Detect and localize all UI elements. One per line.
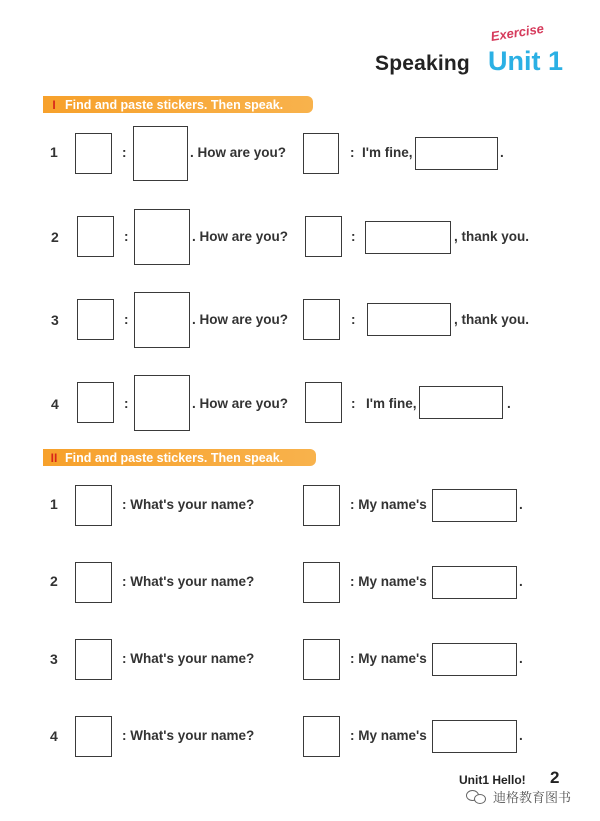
watermark-text: 迪格教育图书	[493, 790, 572, 805]
colon: :	[124, 312, 129, 327]
question-text: : What's your name?	[122, 728, 255, 743]
sticker-slot[interactable]	[75, 716, 112, 757]
colon: :	[351, 229, 356, 244]
colon: :	[350, 145, 355, 160]
section-2-banner	[43, 449, 316, 466]
sticker-slot-large[interactable]	[134, 375, 190, 431]
sticker-slot[interactable]	[303, 485, 340, 526]
colon: :	[351, 312, 356, 327]
answer-suffix: , thank you.	[454, 229, 530, 244]
sticker-slot-large[interactable]	[134, 292, 190, 348]
colon: :	[122, 145, 127, 160]
answer-box[interactable]	[432, 720, 517, 753]
question-text: : What's your name?	[122, 497, 255, 512]
answer-suffix: .	[500, 145, 504, 160]
sticker-slot[interactable]	[75, 639, 112, 680]
unit-title: Unit 1	[488, 46, 564, 76]
answer-suffix: , thank you.	[454, 312, 530, 327]
question-text: . How are you?	[192, 229, 289, 244]
answer-suffix: .	[507, 396, 511, 411]
sticker-slot[interactable]	[303, 639, 340, 680]
section-1-numeral: I	[52, 97, 56, 112]
answer-prefix: : My name's	[350, 574, 427, 589]
answer-prefix: : My name's	[350, 728, 427, 743]
wechat-icon	[466, 790, 488, 804]
colon: :	[351, 396, 356, 411]
answer-prefix: : My name's	[350, 651, 427, 666]
sticker-slot-large[interactable]	[134, 209, 190, 265]
section-1-banner	[43, 96, 313, 113]
row-number: 2	[50, 573, 58, 589]
watermark	[466, 787, 571, 806]
answer-box[interactable]	[419, 386, 503, 419]
speaking-title: Speaking	[375, 52, 470, 75]
section-2-instruction: Find and paste stickers. Then speak.	[65, 450, 284, 465]
sticker-slot[interactable]	[77, 216, 114, 257]
row-number: 2	[51, 229, 59, 245]
answer-prefix: : My name's	[350, 497, 427, 512]
row-number: 4	[51, 396, 59, 412]
sticker-slot[interactable]	[303, 133, 339, 174]
colon: :	[124, 229, 129, 244]
section-1-instruction: Find and paste stickers. Then speak.	[65, 97, 284, 112]
question-text: . How are you?	[192, 396, 289, 411]
answer-box[interactable]	[432, 489, 517, 522]
answer-box[interactable]	[365, 221, 451, 254]
question-text: : What's your name?	[122, 651, 255, 666]
sticker-slot[interactable]	[77, 382, 114, 423]
sticker-slot-large[interactable]	[133, 126, 188, 181]
answer-suffix: .	[519, 574, 523, 589]
page-number: 2	[550, 768, 560, 787]
answer-box[interactable]	[415, 137, 498, 170]
row-number: 1	[50, 496, 58, 512]
sticker-slot[interactable]	[305, 382, 342, 423]
sticker-slot[interactable]	[303, 562, 340, 603]
footer-unit-label: Unit1 Hello!	[459, 773, 526, 787]
question-text: . How are you?	[192, 312, 289, 327]
sticker-slot[interactable]	[303, 716, 340, 757]
row-number: 4	[50, 728, 58, 744]
colon: :	[124, 396, 129, 411]
answer-prefix: I'm fine,	[366, 396, 417, 411]
sticker-slot[interactable]	[75, 562, 112, 603]
answer-box[interactable]	[367, 303, 451, 336]
sticker-slot[interactable]	[75, 485, 112, 526]
exercise-label: Exercise	[489, 20, 545, 44]
answer-box[interactable]	[432, 643, 517, 676]
sticker-slot[interactable]	[305, 216, 342, 257]
answer-box[interactable]	[432, 566, 517, 599]
question-text: . How are you?	[190, 145, 287, 160]
answer-prefix: I'm fine,	[362, 145, 413, 160]
answer-suffix: .	[519, 497, 523, 512]
question-text: : What's your name?	[122, 574, 255, 589]
row-number: 3	[50, 651, 58, 667]
sticker-slot[interactable]	[303, 299, 340, 340]
answer-suffix: .	[519, 651, 523, 666]
section-2-numeral: II	[50, 450, 58, 465]
sticker-slot[interactable]	[75, 133, 112, 174]
sticker-slot[interactable]	[77, 299, 114, 340]
answer-suffix: .	[519, 728, 523, 743]
row-number: 1	[50, 144, 58, 160]
row-number: 3	[51, 312, 59, 328]
